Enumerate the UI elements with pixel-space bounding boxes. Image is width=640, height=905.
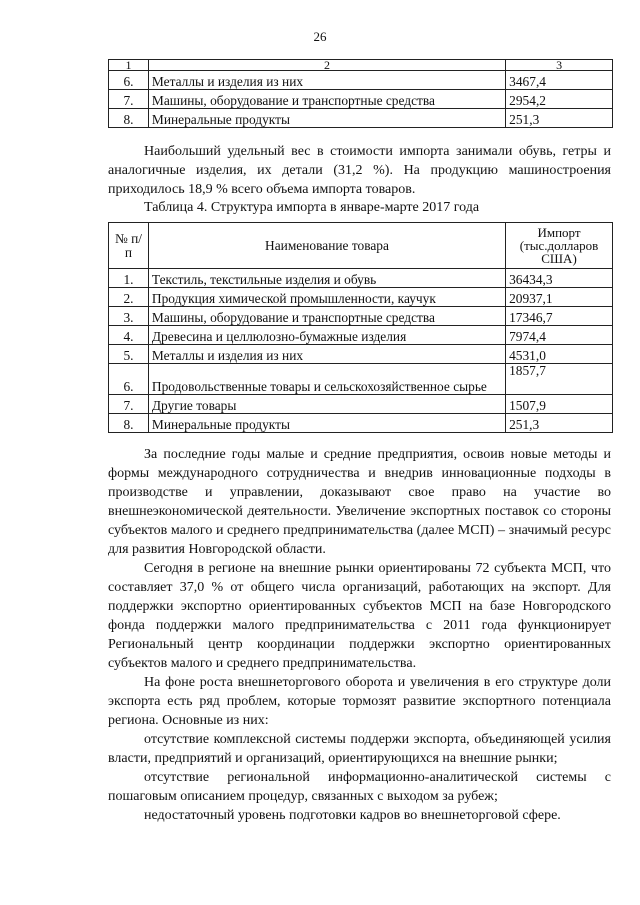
row-value: 7974,4 [506,326,613,345]
row-number: 1. [109,269,149,288]
row-value: 20937,1 [506,288,613,307]
row-number: 7. [109,395,149,414]
row-value: 1857,7 [506,364,613,395]
row-name: Машины, оборудование и транспортные средства [148,307,505,326]
table-row [109,345,613,364]
row-number: 2. [109,288,149,307]
table-row [109,326,613,345]
col-header-import: Импорт (тыс.долларов США) [506,223,613,269]
table-row [109,269,613,288]
row-value: 251,3 [506,414,613,433]
row-number: 3. [109,307,149,326]
row-name: Минеральные продукты [148,109,505,128]
row-number: 8. [109,414,149,433]
list-item: отсутствие региональной информационно-аналитической системы с пошаговым описанием процедур, связанных с выходом за рубеж; [108,770,611,804]
row-number: 8. [109,109,149,128]
table-4 [108,222,613,433]
paragraph: На фоне роста внешнеторгового оборота и увеличения в его структуре доли экспорта есть ряд проблем, которые тормозят развитие экспортного потенциала региона. Основные из них: [108,675,611,728]
row-name: Минеральные продукты [148,414,505,433]
body-text [108,445,611,825]
table-row [109,109,613,128]
col-header-3: 3 [506,60,613,71]
col-header-number: № п/п [109,223,149,269]
row-number: 5. [109,345,149,364]
table-row [109,307,613,326]
paragraph: За последние годы малые и средние предприятия, освоив новые методы и формы международного сотрудничества и внедрив инновационные подходы в производстве и управлении, доказывают свое право на участие во внешнеэкономической деятельности. Увеличение экспортных поставок со стороны субъектов малого и среднего предпринимательства (далее МСП) – значимый ресурс для развития Новгородской области. [108,447,611,557]
table-row [109,288,613,307]
table-header-row [109,223,613,269]
table-header-row [109,60,613,71]
paragraph: Сегодня в регионе на внешние рынки ориентированы 72 субъекта МСП, что составляет 37,0 % от общего числа организаций, работающих на экспорт. Для поддержки экспортно ориентированных субъектов МСП на базе Новгородского фонда поддержки малого предпринимательства с 2011 года функционирует Региональный центр координации поддержки экспортно ориентированных субъектов малого и среднего предпринимательства. [108,561,611,671]
col-header-1: 1 [109,60,149,71]
row-name: Другие товары [148,395,505,414]
table-continuation [108,59,613,128]
table-row [109,71,613,90]
page-number: 26 [313,29,327,44]
row-number: 7. [109,90,149,109]
table-row [109,364,613,395]
row-number: 6. [109,71,149,90]
list-item: отсутствие комплексной системы поддержи экспорта, объединяющей усилия власти, предприятий и организаций, ориентирующихся на внешние рынки; [108,732,611,766]
row-name: Продовольственные товары и сельскохозяйственное сырье [148,364,505,395]
row-name: Текстиль, текстильные изделия и обувь [148,269,505,288]
row-number: 4. [109,326,149,345]
col-header-2: 2 [148,60,505,71]
row-value: 1507,9 [506,395,613,414]
row-value: 17346,7 [506,307,613,326]
row-value: 251,3 [506,109,613,128]
row-number: 6. [109,364,149,395]
table-row [109,414,613,433]
row-name: Машины, оборудование и транспортные средства [148,90,505,109]
row-value: 36434,3 [506,269,613,288]
row-value: 3467,4 [506,71,613,90]
row-value: 2954,2 [506,90,613,109]
row-name: Металлы и изделия из них [148,71,505,90]
paragraph-import-share: Наибольший удельный вес в стоимости импорта занимали обувь, гетры и аналогичные изделия, их детали (31,2 %). На продукцию машиностроения приходилось 18,9 % всего объема импорта товаров. [108,144,611,197]
row-value: 4531,0 [506,345,613,364]
table-row [109,90,613,109]
row-name: Древесина и целлюлозно-бумажные изделия [148,326,505,345]
table-row [109,395,613,414]
list-item: недостаточный уровень подготовки кадров во внешнеторговой сфере. [144,808,561,823]
row-name: Продукция химической промышленности, каучук [148,288,505,307]
table-4-caption: Таблица 4. Структура импорта в январе-марте 2017 года [144,200,480,215]
col-header-name: Наименование товара [148,223,505,269]
row-name: Металлы и изделия из них [148,345,505,364]
